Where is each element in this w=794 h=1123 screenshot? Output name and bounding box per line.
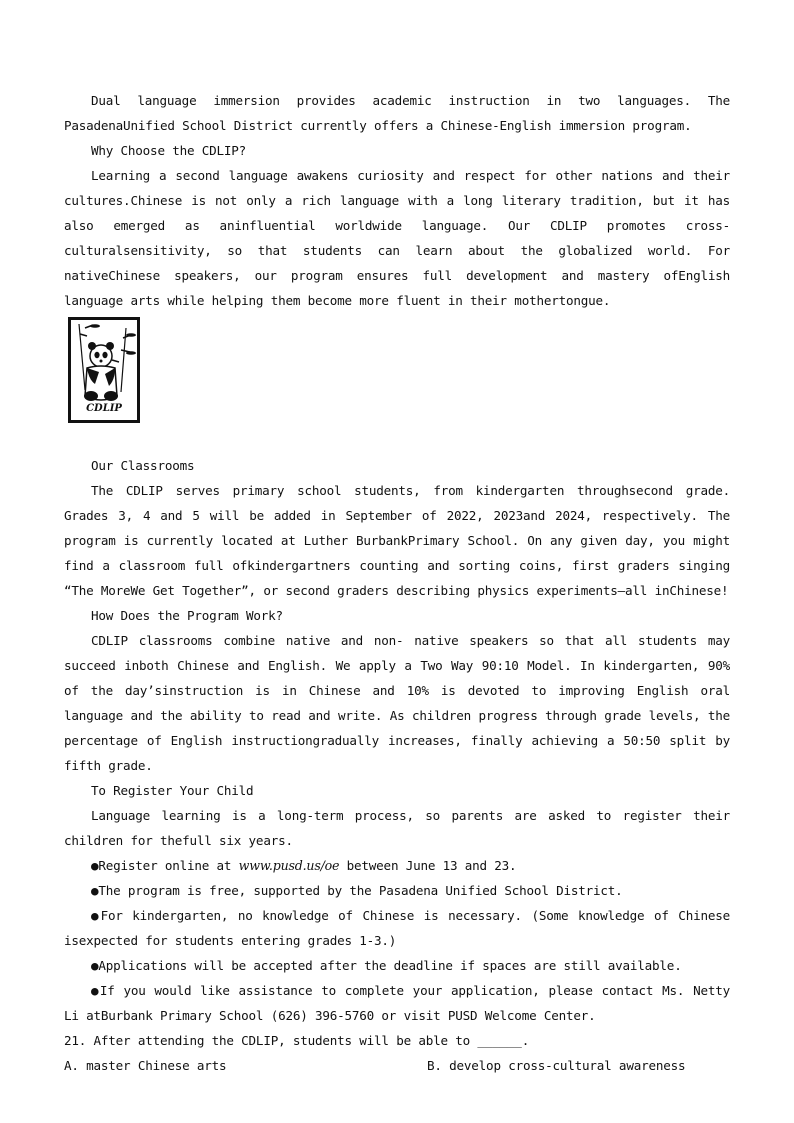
bullet-register-online bbox=[64, 853, 730, 878]
bullet-icon: ● bbox=[91, 858, 99, 873]
bullet-text: between June 13 and 23. bbox=[339, 858, 517, 873]
bullet-deadline bbox=[64, 953, 730, 978]
bullet-icon: ● bbox=[91, 908, 101, 923]
bullet-free bbox=[64, 878, 730, 903]
bullet-text: The program is free, supported by the Pasadena Unified School District. bbox=[98, 883, 623, 898]
register-heading: To Register Your Child bbox=[91, 783, 254, 798]
bullet-text: Register online at bbox=[98, 858, 239, 873]
option-b: B. develop cross-cultural awareness bbox=[427, 1058, 686, 1073]
document-page bbox=[64, 88, 730, 1078]
why-paragraph: Learning a second language awakens curiosity and respect for other nations and their cultures.Chinese is not only a rich language with a long literary tradition, but it has also emerged as aninfluential worldwide language. Our CDLIP promotes cross- culturalsensitivity, so that students can learn about the globalized world. For nativeChinese speakers, our program ensures full development and mastery ofEnglish language arts while helping them become more fluent in their mothertongue. bbox=[64, 168, 730, 308]
bullet-text: If you would like assistance to complete your application, please contact Ms. Netty Li atBurbank Primary School (626) 396-5760 or visit PUSD Welcome Center. bbox=[64, 983, 730, 1023]
question-stem: 21. After attending the CDLIP, students will be able to ______. bbox=[64, 1033, 530, 1048]
why-heading: Why Choose the CDLIP? bbox=[91, 143, 247, 158]
question-options bbox=[64, 1053, 730, 1078]
registration-link[interactable]: www.pusd.us/oe bbox=[238, 858, 340, 873]
bullet-icon: ● bbox=[91, 958, 99, 973]
classrooms-paragraph: The CDLIP serves primary school students, from kindergarten throughsecond grade. Grades 3, 4 and 5 will be added in September of 2022, 2023and 2024, respectively. The program is currently located at Luther BurbankPrimary School. On any given day, you might find a classroom full ofkindergartners counting and sorting coins, first graders singing “The MoreWe Get Together”, or second graders describing physics experiments—all inChinese! bbox=[64, 483, 730, 598]
intro-paragraph: Dual language immersion provides academic instruction in two languages. The PasadenaUnified School District currently offers a Chinese-English immersion program. bbox=[64, 93, 730, 133]
logo-label: CDLIP bbox=[86, 403, 122, 414]
bullet-icon: ● bbox=[91, 883, 99, 898]
bullet-kindergarten bbox=[64, 903, 730, 953]
how-heading: How Does the Program Work? bbox=[91, 608, 283, 623]
bullet-text: Applications will be accepted after the deadline if spaces are still available. bbox=[98, 958, 682, 973]
classrooms-heading: Our Classrooms bbox=[91, 458, 195, 473]
logo-area bbox=[64, 313, 730, 453]
how-paragraph: CDLIP classrooms combine native and non- native speakers so that all students may succeed inboth Chinese and English. We apply a Two Way 90:10 Model. In kindergarten, 90% of the day’sinstruction is in Chinese and 10% is devoted to improving English oral language and the ability to read and write. As children progress through grade levels, the percentage of English instructiongradually increases, finally achieving a 50:50 split by fifth grade. bbox=[64, 633, 730, 773]
panda-bamboo-icon bbox=[68, 317, 140, 423]
bullet-contact bbox=[64, 978, 730, 1028]
bullet-icon: ● bbox=[91, 983, 100, 998]
bullet-text: For kindergarten, no knowledge of Chinese is necessary. (Some knowledge of Chinese isexpected for students entering grades 1-3.) bbox=[64, 908, 730, 948]
option-a: A. master Chinese arts bbox=[64, 1058, 227, 1073]
register-paragraph: Language learning is a long-term process, so parents are asked to register their children for thefull six years. bbox=[64, 808, 730, 848]
